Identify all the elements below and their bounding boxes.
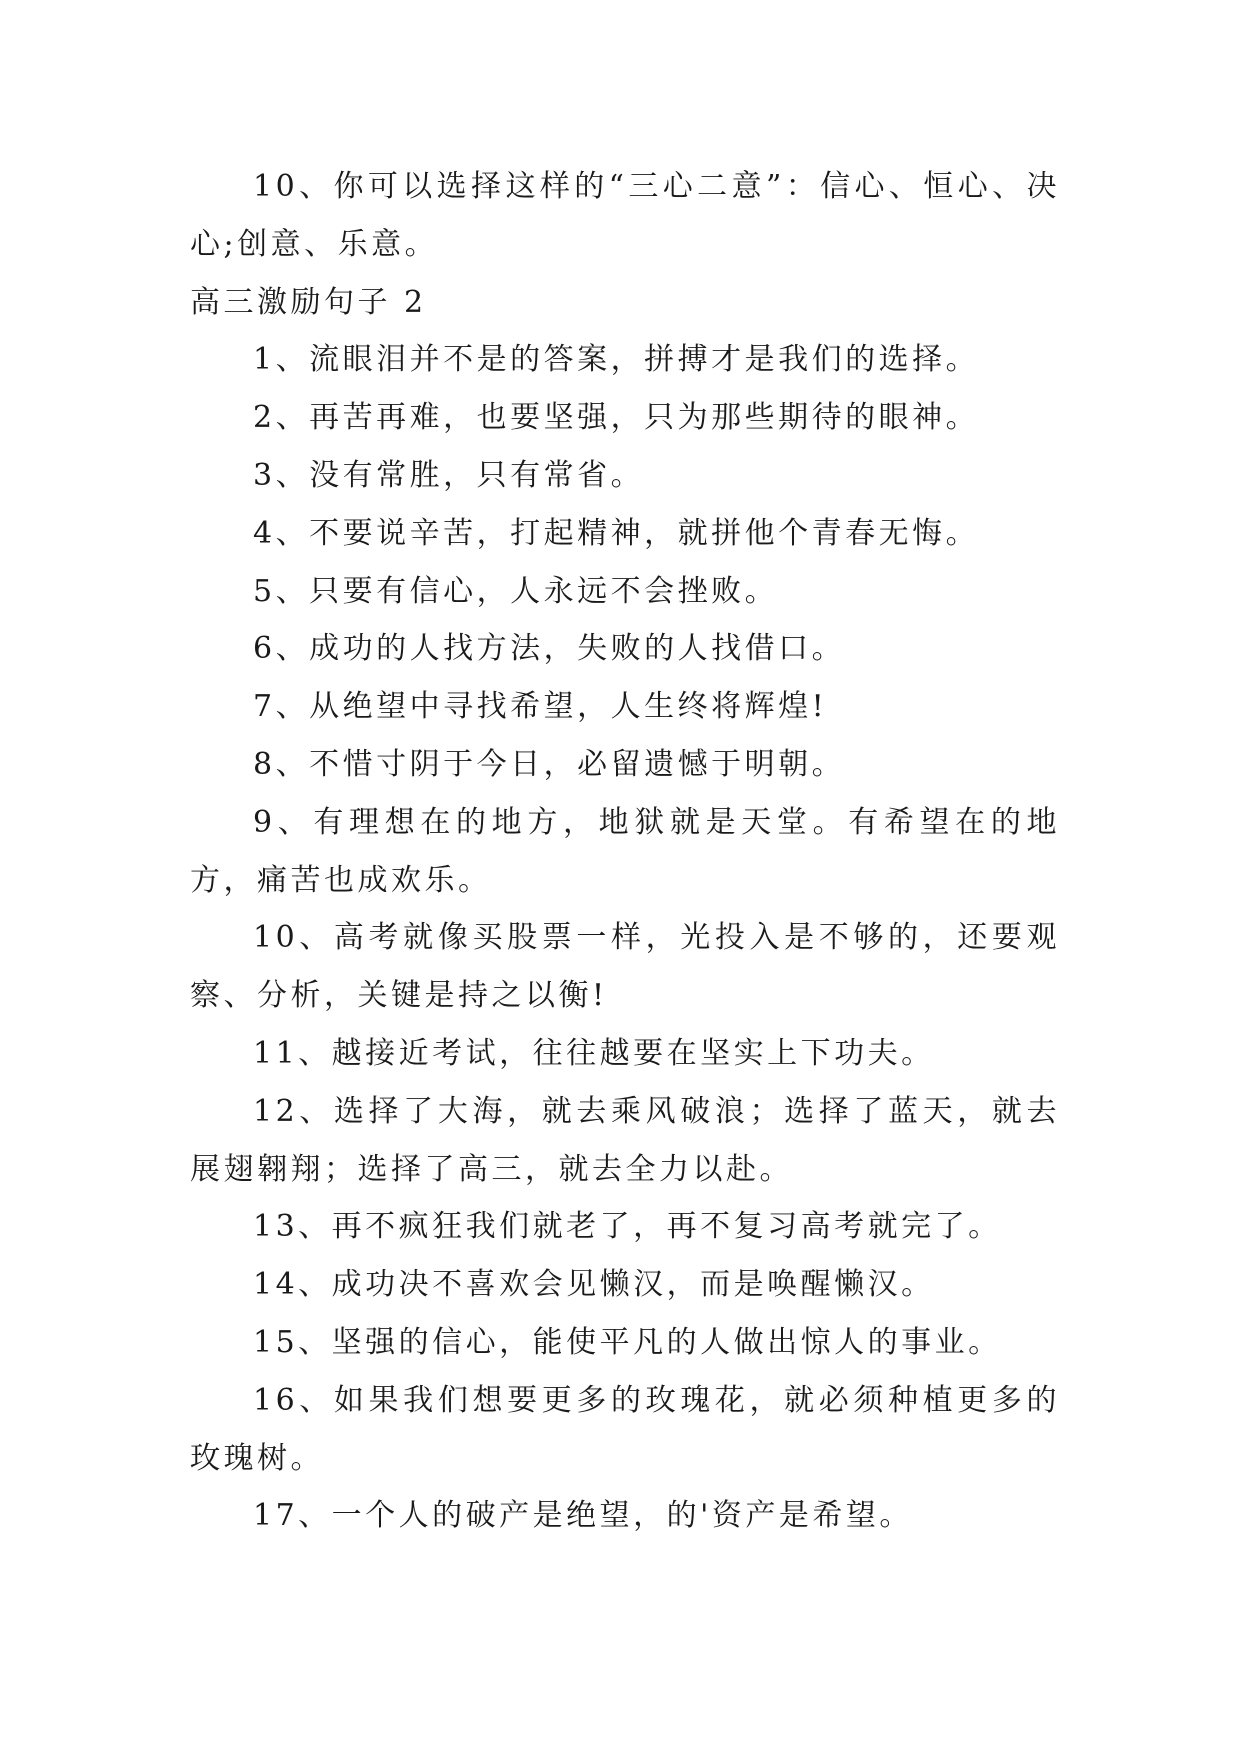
list-item: 5、只要有信心，人永远不会挫败。 [253,573,779,609]
list-item: 12、选择了大海，就去乘风破浪；选择了蓝天，就去展翅翱翔；选择了高三，就去全力以赴。 [190,1093,1060,1187]
list-item: 1、流眼泪并不是的答案，拼搏才是我们的选择。 [253,342,980,378]
list-item: 10、高考就像买股票一样，光投入是不够的，还要观察、分析，关键是持之以衡! [190,920,1060,1014]
list-item: 11、越接近考试，往往越要在坚实上下功夫。 [253,1035,935,1071]
intro-item: 10、你可以选择这样的“三心二意”：信心、恒心、决心;创意、乐意。 [190,169,1060,262]
section-title: 高三激励句子 2 [190,284,427,320]
list-item: 3、没有常胜，只有常省。 [253,457,645,493]
list-item: 13、再不疯狂我们就老了，再不复习高考就完了。 [253,1209,1002,1245]
list-item: 16、如果我们想要更多的玫瑰花，就必须种植更多的玫瑰树。 [190,1382,1060,1476]
list-item: 7、从绝望中寻找希望，人生终将辉煌! [253,689,828,725]
list-item: 17、一个人的破产是绝望，的'资产是希望。 [253,1498,913,1534]
list-item: 6、成功的人找方法，失败的人找借口。 [253,631,846,667]
list-item: 4、不要说辛苦，打起精神，就拼他个青春无悔。 [253,515,980,551]
document-body [190,158,1060,1545]
list-item: 8、不惜寸阴于今日，必留遗憾于明朝。 [253,746,846,782]
list-item: 15、坚强的信心，能使平凡的人做出惊人的事业。 [253,1324,1002,1360]
list-item: 14、成功决不喜欢会见懒汉，而是唤醒懒汉。 [253,1267,935,1303]
list-item: 9、有理想在的地方，地狱就是天堂。有希望在的地方，痛苦也成欢乐。 [190,804,1060,898]
list-item: 2、再苦再难，也要坚强，只为那些期待的眼神。 [253,400,980,436]
